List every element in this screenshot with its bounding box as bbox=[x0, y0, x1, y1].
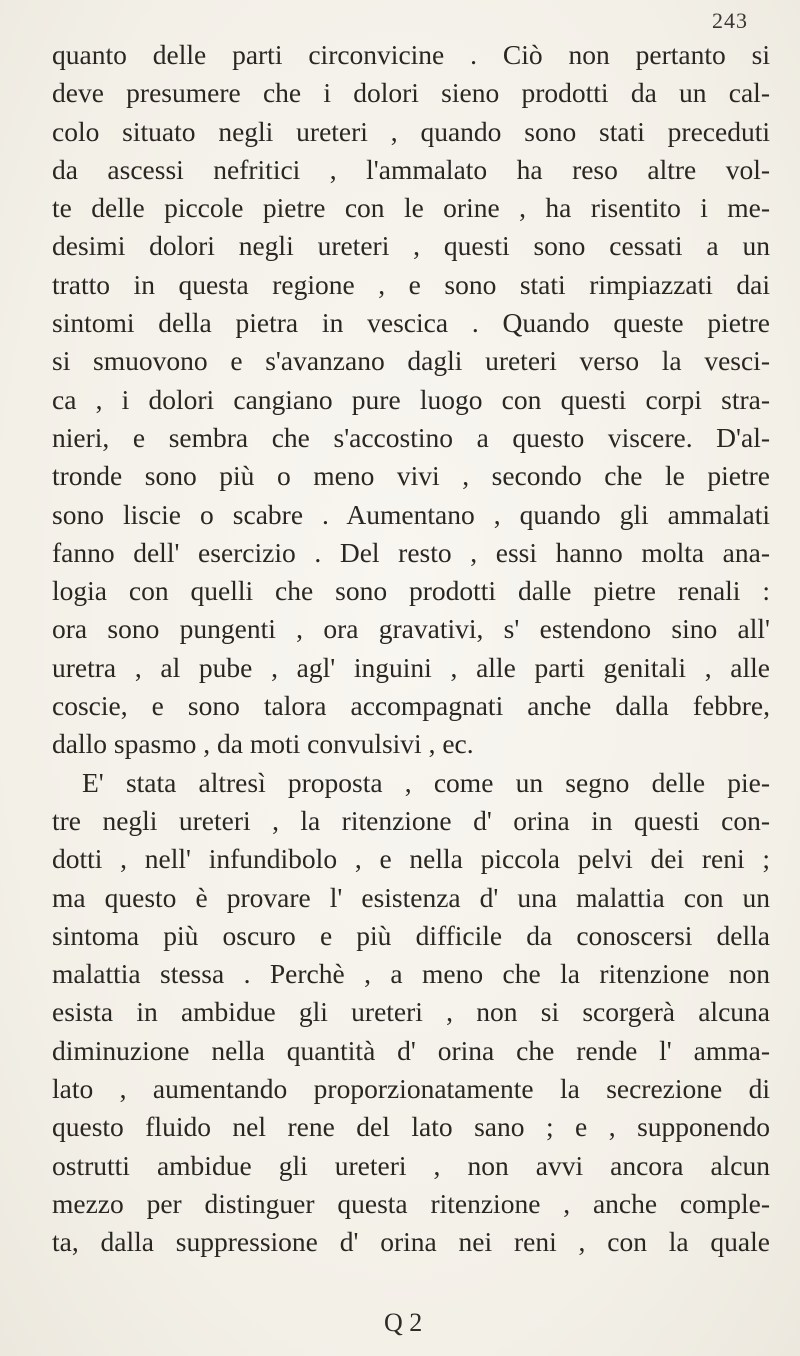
text-line: desimi dolori negli ureteri , questi sono cessati a un bbox=[52, 230, 770, 262]
text-line: logia con quelli che sono prodotti dalle pietre renali : bbox=[52, 575, 770, 607]
text-line: fanno dell' esercizio . Del resto , essi hanno molta ana- bbox=[52, 536, 770, 568]
text-line: mezzo per distinguer questa ritenzione , anche comple- bbox=[52, 1187, 770, 1219]
text-line: coscie, e sono talora accompagnati anche dalla febbre, bbox=[52, 690, 770, 722]
text-line: dotti , nell' infundibolo , e nella piccola pelvi dei reni ; bbox=[52, 843, 770, 875]
text-line: esista in ambidue gli ureteri , non si scorgerà alcuna bbox=[52, 996, 770, 1028]
text-line: ca , i dolori cangiano pure luogo con questi corpi stra- bbox=[52, 383, 770, 415]
text-line: tratto in questa regione , e sono stati rimpiazzati dai bbox=[52, 268, 770, 300]
text-line: ta, dalla suppressione d' orina nei reni , con la quale bbox=[52, 1226, 770, 1258]
text-line: colo situato negli ureteri , quando sono stati preceduti bbox=[52, 115, 770, 147]
text-line: ostrutti ambidue gli ureteri , non avvi ancora alcun bbox=[52, 1149, 770, 1181]
text-line: tronde sono più o meno vivi , secondo che le pietre bbox=[52, 460, 770, 492]
signature-mark: Q 2 bbox=[384, 1308, 423, 1337]
text-line: sono liscie o scabre . Aumentano , quando gli ammalati bbox=[52, 498, 770, 530]
text-line: deve presumere che i dolori sieno prodotti da un cal- bbox=[52, 77, 770, 109]
text-line: E' stata altresì proposta , come un segno delle pie- bbox=[82, 766, 770, 798]
text-line: lato , aumentando proporzionatamente la secrezione di bbox=[52, 1073, 770, 1105]
text-line: uretra , al pube , agl' inguini , alle parti genitali , alle bbox=[52, 651, 770, 683]
text-line: ma questo è provare l' esistenza d' una malattia con un bbox=[52, 881, 770, 913]
text-line: ora sono pungenti , ora gravativi, s' estendono sino all' bbox=[52, 613, 770, 645]
text-line: malattia stessa . Perchè , a meno che la ritenzione non bbox=[52, 958, 770, 990]
text-line: nieri, e sembra che s'accostino a questo viscere. D'al- bbox=[52, 421, 770, 453]
text-line: questo fluido nel rene del lato sano ; e , supponendo bbox=[52, 1111, 770, 1143]
text-line: dallo spasmo , da moti convulsivi , ec. bbox=[52, 728, 474, 760]
text-line: diminuzione nella quantità d' orina che rende l' amma- bbox=[52, 1034, 770, 1066]
text-line: quanto delle parti circonvicine . Ciò non pertanto si bbox=[52, 39, 770, 70]
text-line: tre negli ureteri , la ritenzione d' orina in questi con- bbox=[52, 804, 770, 836]
text-line: si smuovono e s'avanzano dagli ureteri verso la vesci- bbox=[52, 345, 770, 377]
body-text bbox=[52, 36, 770, 1262]
text-line: da ascessi nefritici , l'ammalato ha reso altre vol- bbox=[52, 153, 770, 185]
text-line: te delle piccole pietre con le orine , ha risentito i me- bbox=[52, 192, 770, 224]
page-number: 243 bbox=[712, 8, 748, 33]
text-line: sintoma più oscuro e più difficile da conoscersi della bbox=[52, 919, 770, 951]
text-line: sintomi della pietra in vescica . Quando queste pietre bbox=[52, 307, 770, 339]
